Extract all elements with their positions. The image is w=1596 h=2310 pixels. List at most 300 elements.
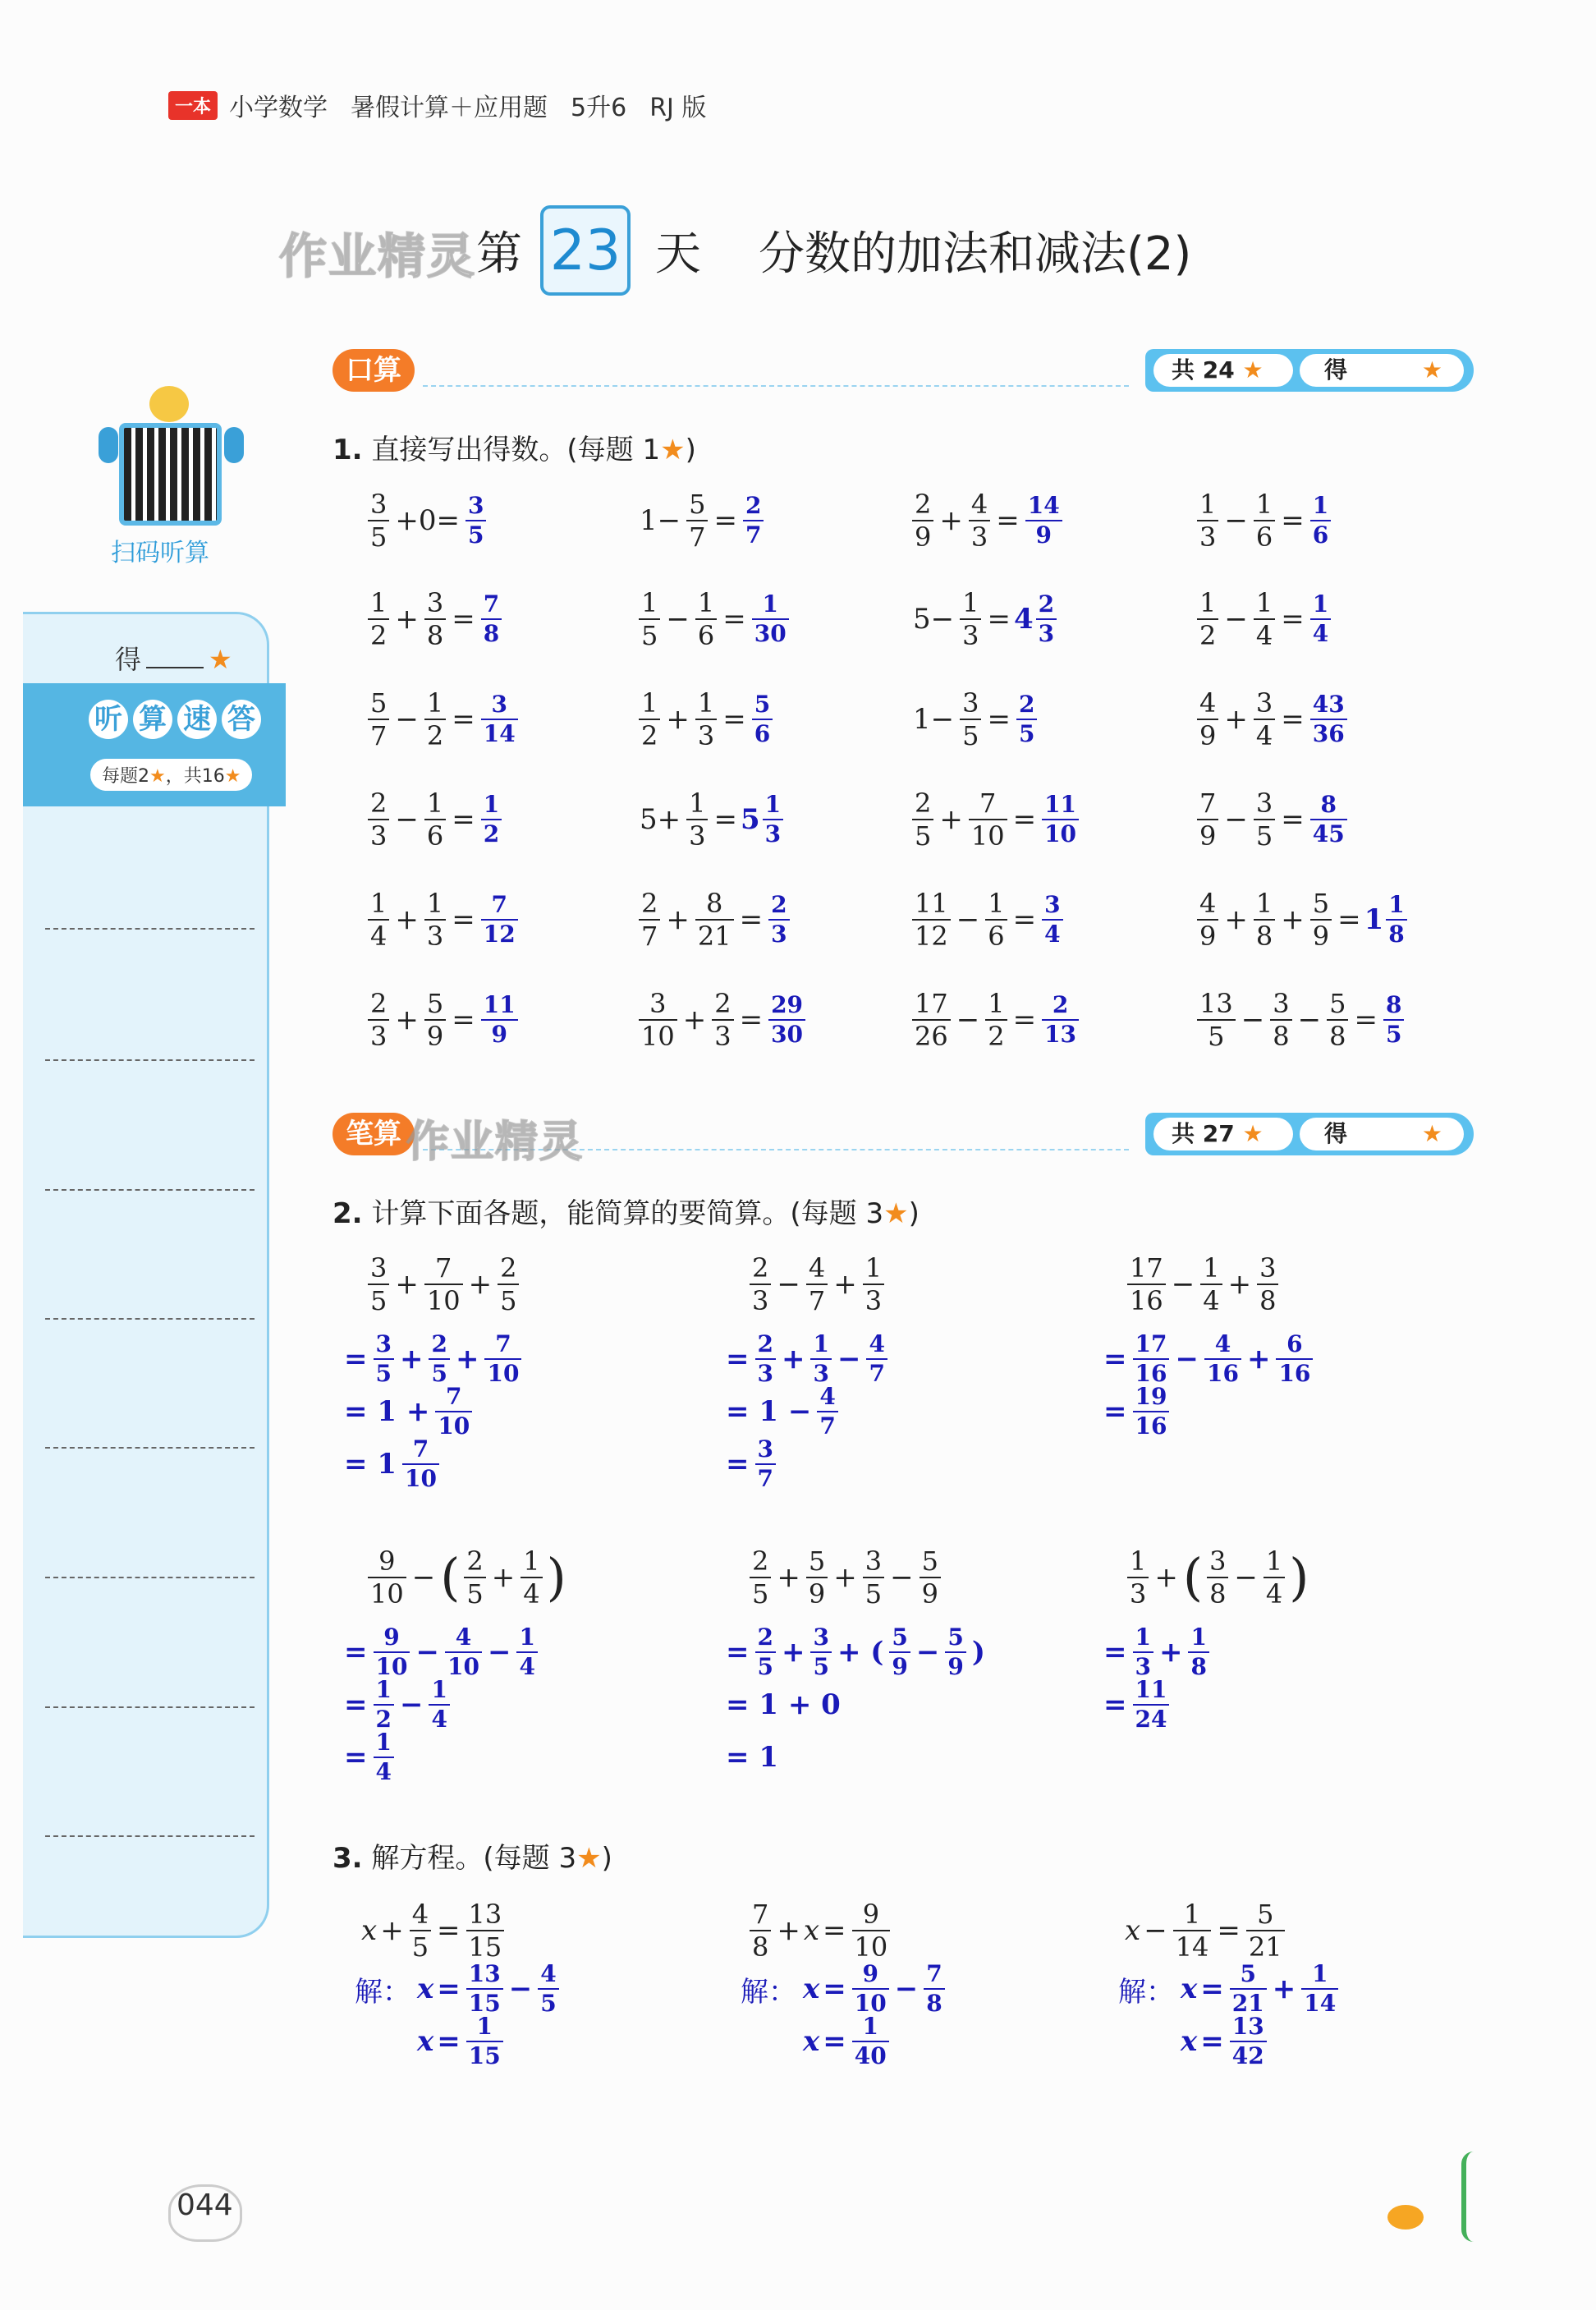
equation — [1125, 1899, 1287, 1963]
written-solution[interactable] — [1100, 1330, 1315, 1440]
fraction — [368, 888, 389, 952]
operator: = — [722, 703, 746, 736]
fraction — [712, 988, 733, 1052]
numerator: 2 — [745, 492, 762, 519]
numerator: 3 — [1259, 1252, 1277, 1284]
fraction — [1197, 888, 1218, 952]
numerator: 4 — [819, 1383, 836, 1410]
operator: + — [1272, 1972, 1296, 2005]
answer-line[interactable] — [45, 1318, 255, 1320]
operator: − — [890, 1561, 914, 1594]
fraction — [1197, 788, 1218, 852]
denominator: 10 — [487, 1360, 520, 1387]
oral-answer[interactable] — [479, 893, 521, 946]
fraction — [424, 1252, 463, 1316]
equation — [747, 1899, 892, 1963]
numerator: 1 — [1255, 587, 1273, 618]
operator: + — [491, 1561, 516, 1594]
oral-answer[interactable] — [1039, 991, 1081, 1048]
numerator: 1 — [426, 687, 444, 719]
oral-problem — [365, 687, 521, 751]
numerator: 3 — [1044, 891, 1061, 918]
numerator: 2 — [1052, 991, 1069, 1018]
answer-line[interactable] — [45, 1189, 255, 1191]
answer-line[interactable] — [45, 1447, 255, 1449]
denominator: 4 — [519, 1653, 535, 1680]
numerator: 1 — [431, 1676, 447, 1703]
numerator: 2 — [370, 788, 388, 819]
oral-answer[interactable] — [1014, 693, 1039, 746]
denominator: 5 — [864, 1578, 883, 1610]
operator: = 1 — [726, 1741, 778, 1774]
numerator: 3 — [491, 691, 507, 718]
answer-line[interactable] — [45, 1059, 255, 1061]
fraction — [481, 590, 502, 647]
fraction — [768, 893, 789, 946]
operator: + — [781, 1636, 805, 1669]
denominator: 8 — [926, 1990, 942, 2017]
written-solution[interactable] — [1100, 1623, 1212, 1733]
equation-solution[interactable] — [355, 1960, 562, 2069]
written-solution[interactable] — [341, 1623, 540, 1785]
fraction — [521, 1545, 542, 1610]
section-score-box — [1145, 349, 1474, 392]
numerator: 1 — [1265, 1545, 1283, 1577]
numerator: 5 — [689, 489, 706, 520]
variable: x — [1181, 2025, 1198, 2058]
oral-answer[interactable] — [463, 494, 488, 547]
fraction — [817, 1385, 837, 1438]
fraction — [368, 1252, 389, 1316]
numerator: 2 — [641, 888, 658, 919]
denominator: 3 — [771, 921, 787, 948]
oral-problem — [365, 988, 521, 1052]
numerator: 43 — [1312, 691, 1345, 718]
operator: + — [1158, 1636, 1183, 1669]
numerator: 17 — [1135, 1330, 1167, 1357]
numerator: 3 — [1255, 788, 1273, 819]
fraction — [435, 1385, 472, 1438]
answer-line[interactable] — [45, 1835, 255, 1837]
operator: + — [1224, 903, 1248, 936]
numerator: 5 — [754, 691, 771, 718]
star-icon: ★ — [576, 1842, 602, 1875]
numerator: 4 — [1199, 888, 1217, 919]
denominator: 6 — [988, 921, 1005, 952]
fraction — [1204, 1330, 1241, 1387]
fraction — [1133, 1623, 1153, 1680]
denominator: 10 — [854, 1990, 887, 2017]
oral-problem — [1195, 489, 1333, 553]
operator: − — [1171, 1268, 1195, 1301]
fraction — [639, 687, 660, 751]
denominator: 16 — [1135, 1360, 1167, 1387]
instruction-number: 3. — [332, 1842, 363, 1875]
numerator: 19 — [1135, 1383, 1167, 1410]
headphone-left-icon — [99, 427, 118, 463]
denominator: 13 — [1044, 1021, 1077, 1048]
numerator: 8 — [1385, 991, 1402, 1018]
instruction-1 — [332, 427, 696, 467]
fraction — [806, 1252, 828, 1316]
solution-step — [1100, 1385, 1315, 1438]
denominator: 6 — [697, 620, 715, 651]
denominator: 9 — [808, 1578, 826, 1610]
operator: − — [399, 1688, 424, 1721]
denominator: 5 — [641, 620, 658, 651]
solution-step — [722, 1679, 988, 1731]
fraction — [410, 1899, 431, 1963]
fraction — [920, 1545, 941, 1610]
denominator: 4 — [1044, 921, 1061, 948]
operator: − — [1224, 504, 1248, 537]
fraction — [1025, 494, 1062, 547]
numerator: 7 — [483, 590, 500, 618]
oral-answer[interactable] — [766, 893, 791, 946]
operator: + — [395, 1003, 419, 1036]
fraction — [1310, 693, 1347, 746]
oral-answer[interactable] — [741, 793, 786, 846]
numerator: 7 — [495, 1330, 511, 1357]
operator: = — [452, 603, 475, 636]
denominator: 42 — [1231, 2042, 1264, 2069]
operator: + — [395, 903, 419, 936]
numerator: 3 — [467, 492, 484, 519]
oral-answer[interactable] — [479, 991, 521, 1048]
oral-answer[interactable] — [1381, 991, 1406, 1048]
operator: = — [823, 2025, 846, 2058]
denominator: 12 — [483, 921, 516, 948]
operator: = 1 + — [344, 1395, 430, 1428]
solution-step — [1100, 1330, 1315, 1387]
instruction-text: 计算下面各题，能简算的要简算。(每题 3 — [371, 1197, 884, 1230]
fraction — [750, 1899, 771, 1963]
fraction — [969, 788, 1007, 852]
oral-answer[interactable] — [741, 494, 766, 547]
whole-number: 1 — [1364, 903, 1384, 936]
fraction — [695, 687, 717, 751]
denominator: 3 — [764, 820, 782, 847]
fraction — [686, 489, 708, 553]
header-edition: RJ 版 — [649, 94, 707, 122]
numerator: 5 — [426, 988, 444, 1019]
written-solution[interactable] — [341, 1330, 524, 1492]
denominator: 21 — [1248, 1931, 1282, 1963]
oral-answer[interactable] — [1364, 893, 1410, 946]
denominator: 5 — [375, 1360, 392, 1387]
fraction — [1133, 1676, 1170, 1733]
oral-answer[interactable] — [1013, 590, 1059, 647]
operator: = — [452, 703, 475, 736]
numerator: 9 — [383, 1623, 400, 1651]
numerator: 2 — [771, 891, 787, 918]
denominator: 30 — [754, 620, 787, 647]
denominator: 5 — [370, 1285, 388, 1316]
operator: + ( — [837, 1636, 884, 1669]
operator: + — [666, 703, 690, 736]
denominator: 10 — [404, 1465, 437, 1492]
numerator: 5 — [947, 1623, 964, 1651]
operator: + — [682, 1003, 707, 1036]
operator: − — [487, 1636, 511, 1669]
denominator: 5 — [466, 1578, 484, 1610]
oral-problem — [910, 988, 1081, 1052]
oral-problem — [1195, 587, 1333, 651]
numerator: 1 — [1255, 489, 1273, 520]
denominator: 8 — [483, 620, 500, 647]
numerator: 1 — [697, 587, 715, 618]
numerator: 13 — [468, 1899, 502, 1930]
numerator: 1 — [483, 791, 500, 818]
fraction — [806, 1545, 828, 1610]
sidebar-score-label: 得 — [115, 644, 142, 675]
banner-char: 算 — [133, 700, 172, 739]
numerator: 1 — [1183, 1899, 1201, 1930]
denominator: 2 — [1199, 620, 1217, 651]
fraction — [755, 1435, 776, 1492]
solution-step — [355, 2015, 562, 2068]
fraction — [484, 1330, 521, 1387]
fraction — [750, 1545, 771, 1610]
written-solution[interactable] — [722, 1623, 988, 1784]
denominator: 8 — [426, 620, 444, 651]
operator: − — [1144, 1914, 1167, 1947]
operator: + — [399, 1343, 424, 1375]
denominator: 4 — [1255, 620, 1273, 651]
banner-note — [90, 759, 252, 791]
denominator: 3 — [697, 720, 715, 751]
numerator: 2 — [757, 1330, 773, 1357]
oral-answer[interactable] — [1023, 494, 1065, 547]
banner-title — [89, 700, 261, 739]
operator: = — [722, 603, 746, 636]
operator: = — [987, 703, 1011, 736]
solution-step — [722, 1731, 988, 1784]
solution-step — [355, 1960, 562, 2017]
operator: + — [781, 1343, 805, 1375]
operator: + — [395, 603, 419, 636]
numerator: 2 — [915, 489, 932, 520]
operator: = — [437, 2025, 461, 2058]
section-total-text: 共 27 — [1172, 1120, 1235, 1147]
fraction — [695, 587, 717, 651]
star-icon: ★ — [883, 1197, 909, 1230]
variable: x — [417, 1972, 434, 2005]
answer-line[interactable] — [45, 928, 255, 930]
fraction — [924, 1960, 944, 2017]
fraction — [639, 888, 660, 952]
fraction — [863, 1545, 884, 1610]
operator: 5+ — [640, 803, 681, 836]
answer-line[interactable] — [45, 1577, 255, 1578]
written-problem — [365, 1545, 568, 1610]
numerator: 1 — [375, 1729, 392, 1756]
denominator: 4 — [1203, 1285, 1220, 1316]
numerator: 1 — [764, 791, 782, 818]
operator: − — [1297, 1003, 1322, 1036]
denominator: 10 — [854, 1931, 888, 1963]
oral-problem — [636, 587, 791, 651]
oral-answer[interactable] — [766, 991, 808, 1048]
denominator: 3 — [714, 1021, 732, 1052]
oral-answer[interactable] — [479, 693, 521, 746]
denominator: 2 — [483, 820, 500, 847]
denominator: 9 — [915, 521, 932, 553]
qr-code[interactable] — [119, 423, 222, 526]
title-topic: 分数的加法和减法(2) — [759, 227, 1192, 281]
fraction — [374, 1330, 394, 1387]
banner-note-b: ，共16 — [165, 766, 225, 787]
score-blank[interactable] — [146, 667, 204, 668]
section-total-text: 共 24 — [1172, 356, 1235, 383]
written-solution[interactable] — [722, 1330, 890, 1492]
denominator: 5 — [962, 720, 979, 751]
oral-answer[interactable] — [1308, 793, 1350, 846]
banner-char: 答 — [222, 700, 261, 739]
fraction — [686, 788, 708, 852]
section-score-field[interactable] — [1300, 354, 1464, 387]
answer-line[interactable] — [45, 1706, 255, 1708]
denominator: 3 — [370, 820, 388, 852]
instruction-2 — [332, 1191, 920, 1231]
numerator: 1 — [1311, 1960, 1328, 1987]
denominator: 5 — [1385, 1021, 1402, 1048]
oral-answer[interactable] — [1039, 893, 1065, 946]
oral-answer[interactable] — [479, 590, 504, 647]
fraction — [368, 489, 389, 553]
oral-problem — [636, 888, 792, 952]
numerator: 8 — [1320, 791, 1337, 818]
publisher-logo: 一本 — [168, 91, 218, 120]
operator: + — [777, 1561, 800, 1594]
numerator: 5 — [921, 1545, 938, 1577]
operator: + — [1246, 1343, 1271, 1375]
header-grade: 5升6 — [571, 94, 627, 122]
fraction — [752, 590, 789, 647]
numerator: 7 — [979, 788, 997, 819]
numerator: 17 — [915, 988, 948, 1019]
denominator: 7 — [745, 521, 762, 549]
fraction — [1133, 1330, 1170, 1387]
star-icon: ★ — [660, 434, 686, 466]
section-tag-written: 笔算 — [332, 1113, 415, 1155]
numerator: 5 — [1329, 988, 1346, 1019]
fraction — [1036, 590, 1057, 647]
section-score-field[interactable] — [1300, 1118, 1464, 1150]
oral-answer[interactable] — [479, 793, 504, 846]
operator: 1− — [913, 703, 955, 736]
denominator: 4 — [1255, 720, 1273, 751]
numerator: 5 — [808, 1545, 826, 1577]
operator: − — [415, 1636, 439, 1669]
fraction — [1188, 1623, 1208, 1680]
numerator: 2 — [1038, 590, 1055, 618]
variable: x — [417, 2025, 434, 2058]
solution-step — [722, 1623, 988, 1680]
variable: x — [1125, 1914, 1141, 1947]
denominator: 5 — [813, 1653, 829, 1680]
star-icon: ★ — [1421, 356, 1442, 383]
numerator: 1 — [1199, 587, 1217, 618]
equation-solution[interactable] — [1118, 1960, 1341, 2069]
numerator: 2 — [752, 1545, 769, 1577]
numerator: 3 — [864, 1545, 883, 1577]
fraction — [1254, 888, 1275, 952]
operator: = — [739, 1003, 764, 1036]
oral-answer[interactable] — [750, 693, 775, 746]
parenthesis: ( — [1182, 1547, 1204, 1607]
numerator: 3 — [426, 587, 444, 618]
fraction — [768, 991, 805, 1048]
equation-solution[interactable] — [741, 1960, 947, 2069]
solution-step — [341, 1731, 540, 1784]
operator: + — [395, 1268, 419, 1301]
fraction — [1254, 788, 1275, 852]
numerator: 1 — [962, 587, 979, 618]
oral-answer[interactable] — [750, 590, 791, 647]
operator: = — [344, 1741, 368, 1774]
oral-answer[interactable] — [1039, 793, 1081, 846]
numerator: 1 — [519, 1623, 535, 1651]
denominator: 6 — [754, 720, 771, 747]
operator: = — [1337, 903, 1361, 936]
denominator: 5 — [411, 1931, 429, 1963]
operator: − — [508, 1972, 533, 2005]
denominator: 4 — [431, 1706, 447, 1733]
denominator: 3 — [813, 1360, 829, 1387]
operator: = — [452, 1003, 475, 1036]
fraction — [639, 587, 660, 651]
sidebar-panel — [23, 612, 269, 1938]
operator: − — [666, 603, 690, 636]
operator: + — [380, 1914, 404, 1947]
denominator: 36 — [1312, 720, 1345, 747]
numerator: 7 — [412, 1435, 429, 1463]
operator: = — [1281, 803, 1305, 836]
oral-answer[interactable] — [1308, 494, 1333, 547]
fraction — [538, 1960, 558, 2017]
fraction — [852, 2015, 889, 2068]
written-problem — [747, 1252, 887, 1316]
operator: = — [1012, 1003, 1037, 1036]
numerator: 2 — [370, 988, 388, 1019]
operator: − — [837, 1343, 861, 1375]
operator: = — [996, 504, 1020, 537]
denominator: 4 — [1265, 1578, 1283, 1610]
denominator: 10 — [447, 1653, 479, 1680]
fraction — [1310, 494, 1331, 547]
operator: + — [468, 1268, 493, 1301]
oral-answer[interactable] — [1308, 693, 1350, 746]
numerator: 5 — [1240, 1960, 1256, 1987]
denominator: 8 — [752, 1931, 769, 1963]
oral-answer[interactable] — [1308, 590, 1333, 647]
operator: = — [1103, 1636, 1127, 1669]
operator: = — [1012, 903, 1037, 936]
operator: = — [452, 903, 475, 936]
denominator: 24 — [1135, 1706, 1167, 1733]
star-icon: ★ — [1234, 1120, 1264, 1147]
operator: − — [915, 1636, 940, 1669]
numerator: 3 — [1273, 988, 1290, 1019]
oral-problem — [910, 888, 1066, 952]
operator: 1− — [640, 504, 681, 537]
solution-step — [1118, 1960, 1341, 2017]
operator: = — [1012, 803, 1037, 836]
fraction — [368, 687, 389, 751]
operator: = — [1281, 504, 1305, 537]
operator: = — [987, 603, 1011, 636]
